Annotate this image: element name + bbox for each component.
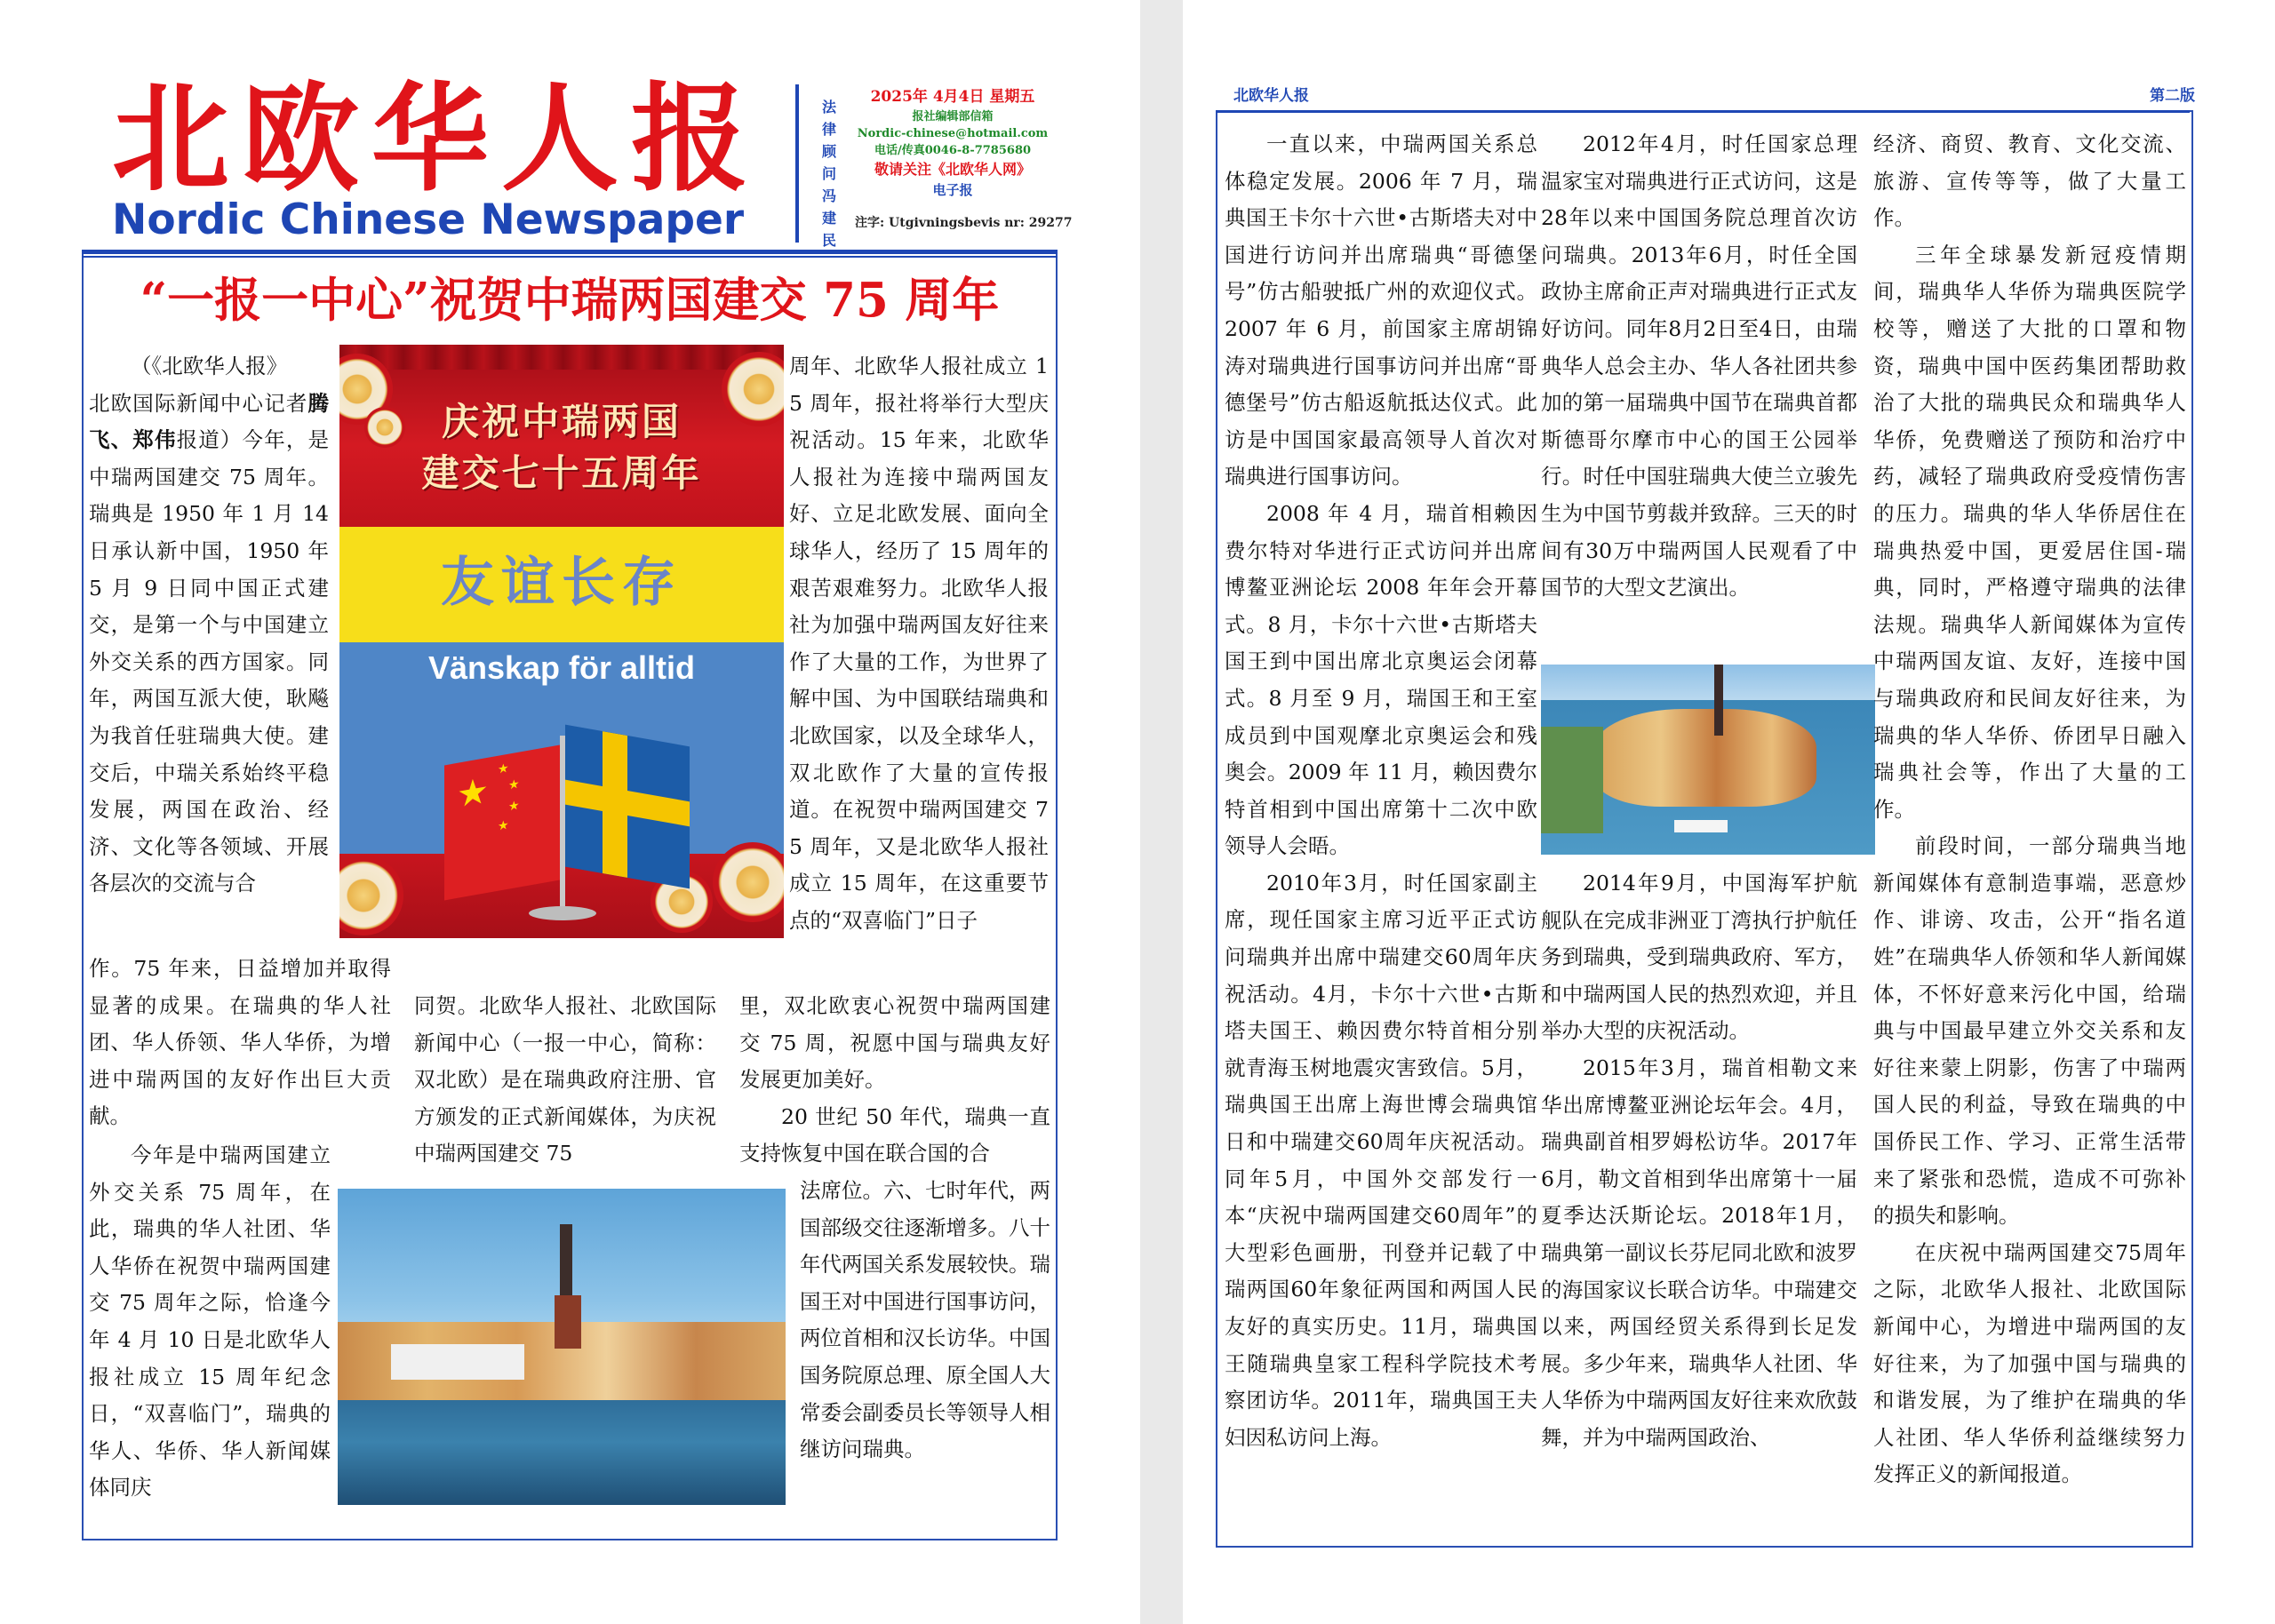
poster-title-line2: 建交七十五周年 <box>421 451 702 495</box>
article-col1-wide-text: 作。75 年来，日益增加并取得显著的成果。在瑞典的华人社团、华人侨领、华人华侨，为增进中瑞两国的友好作出巨大贡献。 <box>89 956 391 1129</box>
page2-col2-bottom <box>1541 865 1857 1457</box>
page-number-label: 第二版 <box>2150 87 2195 105</box>
page2-col2-para1: 2012年4月，时任国家总理温家宝对瑞典进行正式访问，这是28年以来中国国务院总理首次访问瑞典。2013年6月，时任全国政协主席俞正声对瑞典进行正式友好访问。同年8月2日至4日，由瑞典华人总会主办、华人各社团共参加的第一届瑞典中国节在瑞典首都斯德哥尔摩市中心的国王公园举行。时任中国驻瑞典大使兰立骏先生为中国节剪裁并致辞。三天的时间有30万中瑞两国人民观看了中国节的大型文艺演出。 <box>1541 131 1857 601</box>
flag-pole <box>560 736 565 918</box>
page2-col2-top <box>1541 126 1857 607</box>
anniversary-poster <box>339 345 784 938</box>
poster-friendship-chinese: 友谊长存 <box>441 552 682 614</box>
article-col1-para2 <box>89 1137 331 1507</box>
article-agency: 北欧国际新闻中心记者 <box>89 390 308 416</box>
masthead-divider <box>795 84 799 243</box>
masthead-info <box>846 85 1059 200</box>
page2-col3-para3: 前段时间，一部分瑞典当地新闻媒体有意制造事端，恶意炒作、诽谤、攻击，公开“指名道姓”在瑞典华人侨领和华人新闻媒体，不怀好意来污化中国，给瑞典与中国最早建立外交关系和友好往来蒙上阴影，伤害了中瑞两国人民的利益，导致在瑞典的中国侨民工作、学习、正常生活带来了紧张和恐慌，造成不可弥补的损失和影响。 <box>1873 833 2186 1229</box>
article-lead: 报道）今年，是中瑞两国建交 75 周年。瑞典是 1950 年 1 月 14 日承认新中国，1950 年 5 月 9 日同中国正式建交，是第一个与中国建立外交关系的西方国家。同年，两国互派大使，耿飚为我首任驻瑞典大使。建交后，中瑞关系始终平稳发展，两国在政治、经济、文化等各领域、开展各层次的交流与合 <box>89 427 330 896</box>
issue-date: 2025年 4月4日 星期五 <box>870 88 1035 106</box>
masthead-rule-thin <box>82 256 1058 258</box>
article-col2-text: 同贺。北欧华人报社、北欧国际新闻中心（一报一中心，简称：双北欧）是在瑞典政府注册、官方颁发的正式新闻媒体，为庆祝中瑞两国建交 75 <box>414 993 716 1166</box>
flower-decoration-icon <box>713 842 784 922</box>
sweden-flag-icon <box>565 725 690 889</box>
page2-col1-para1: 一直以来，中瑞两国关系总体稳定发展。2006 年 7 月，瑞典国王卡尔十六世•古斯塔夫对中国进行访问并出席瑞典“哥德堡号”仿古船驶抵广州的欢迎仪式。2007 年 6 月，前国家主席胡锦涛对瑞典进行国事访问并出席“哥德堡号”仿古船返航抵达仪式。此访是中国国家最高领导人首次对瑞典进行国事访问。 <box>1225 131 1537 490</box>
page2-col2-para2: 2014年9月，中国海军护航舰队在完成非洲亚丁湾执行护航任务到瑞典，受到瑞典政府、军方，和中瑞两国人民的热烈欢迎，并且举办大型的庆祝活动。 <box>1541 871 1857 1044</box>
page2-col3 <box>1873 126 2186 1493</box>
stockholm-photo <box>338 1189 786 1505</box>
epaper-label: 电子报 <box>932 182 973 198</box>
running-header-title: 北欧华人报 <box>1233 87 1309 105</box>
registration-number: 注字: Utgivningsbevis nr: 29277 <box>855 216 1073 230</box>
article-col3-bottom <box>800 1173 1050 1469</box>
article-col1-continuation <box>89 951 391 1135</box>
page2-col3-para1: 经济、商贸、教育、文化交流、旅游、宣传等等，做了大量工作。 <box>1873 131 2186 231</box>
running-header-rule <box>1216 110 2190 113</box>
masthead-rule <box>82 250 1058 254</box>
stockholm-aerial-photo <box>1541 665 1875 855</box>
page2-col1-para3: 2010年3月，时任国家副主席，现任国家主席习近平正式访问瑞典并出席中瑞建交60周年庆祝活动。4月，卡尔十六世•古斯塔夫国王、赖因费尔特首相分别就青海玉树地震灾害致信。5月，瑞典国王出席上海世博会瑞典馆日和中瑞建交60周年庆祝活动。同年5月，中国外交部发行一本“庆祝中瑞两国建交60周年”的大型彩色画册，刊登并记载了中瑞两国60年象征两国和两国人民友好的真实历史。11月，瑞典国王随瑞典皇家工程科学院技术考察团访华。2011年，瑞典国王夫妇因私访问上海。 <box>1225 870 1537 1450</box>
poster-curtain <box>339 345 784 370</box>
page2-col3-para4: 在庆祝中瑞两国建交75周年之际，北欧华人报社、北欧国际新闻中心，为增进中瑞两国的友好往来，为了加强中国与瑞典的和谐发展，为了维护在瑞典的华人社团、华人华侨利益继续努力发挥正义的新闻报道。 <box>1873 1239 2186 1487</box>
article-source: （《北欧华人报》 <box>131 354 288 378</box>
flag-stand <box>529 906 596 920</box>
legal-advisor-vertical: 法律顾问冯建民 <box>821 99 836 249</box>
follow-notice: 敬请关注《北欧华人网》 <box>874 161 1031 178</box>
article-col1-para2-text: 今年是中瑞两国建立外交关系 75 周年，在此，瑞典的华人社团、华人华侨在祝贺中瑞两国建交 75 周年之际，恰逢今年 4 月 10 日是北欧华人报社成立 15 周年纪念日，“双喜临门”，瑞典的华人、华侨、华人新闻媒体同庆 <box>89 1142 331 1501</box>
page2-col2-para3: 2015年3月，瑞首相勒文来华出席博鳌亚洲论坛年会。4月，瑞典副首相罗姆松访华。2017年6月，勒文首相到华出席第十一届夏季达沃斯论坛。2018年1月，瑞典第一副议长芬尼同北欧和波罗的海国家议长联合访华。中瑞建交以来，两国经贸关系得到长足发展。多少年来，瑞典华人社团、华人华侨为中瑞两国友好往来欢欣鼓舞，并为中瑞两国政治、 <box>1541 1055 1857 1450</box>
article-col1-top <box>89 348 329 903</box>
china-flag-icon: ★ ★ ★ ★ ★ <box>444 745 560 901</box>
article-col3-bottom-text: 法席位。六、七时年代，两国部级交往逐渐增多。八十年代两国关系发展较快。瑞国王对中国进行国事访问，两位首相和汉长访华。中国国务院原总理、原全国人大常委会副委员长等领导人相继访问瑞典。 <box>800 1178 1050 1462</box>
poster-title-line1: 庆祝中瑞两国 <box>441 400 682 443</box>
article-reporters: 腾飞、郑伟 <box>89 390 329 453</box>
article-col3-top <box>789 348 1049 940</box>
contact-phone: 电话/传真0046-8-7785680 <box>874 144 1032 157</box>
masthead-chinese-title: 北欧华人报 <box>112 71 761 208</box>
poster-friendship-swedish: Vänskap för alltid <box>427 649 696 686</box>
editor-mailbox-title: 报社编辑部信箱 <box>912 110 994 123</box>
page2-col1 <box>1225 126 1537 1456</box>
masthead-english-title: Nordic Chinese Newspaper <box>112 195 745 244</box>
headline: “一报一中心”祝贺中瑞两国建交 75 周年 <box>140 273 1000 328</box>
contact-email: Nordic-chinese@hotmail.com <box>857 127 1049 140</box>
page2-col3-para2: 三年全球暴发新冠疫情期间，瑞典华人华侨为瑞典医院学校等，赠送了大批的口罩和物资，瑞典中国中医药集团帮助救治了大批的瑞典民众和瑞典华人华侨，免费赠送了预防和治疗中药，减轻了瑞典政府受疫情伤害的压力。瑞典的华人华侨居住在瑞典热爱中国，更爱居住国-瑞典，同时，严格遵守瑞典的法律法规。瑞典华人新闻媒体为宣传中瑞两国友谊、友好，连接中国与瑞典政府和民间友好往来，为瑞典的华人华侨、侨团早日融入瑞典社会等，作出了大量的工作。 <box>1873 242 2186 822</box>
article-col3-wide-text: 里，双北欧衷心祝贺中瑞两国建交 75 周，祝愿中国与瑞典友好发展更加美好。 <box>739 993 1050 1093</box>
article-col2-mid <box>414 988 716 1173</box>
article-col3-continuation <box>739 988 1050 1173</box>
article-col3-para2: 20 世纪 50 年代，瑞典一直支持恢复中国在联合国的合 <box>739 1103 1050 1166</box>
poster-title <box>348 396 775 499</box>
article-col3-text: 周年、北欧华人报社成立 15 周年，报社将举行大型庆祝活动。15 年来，北欧华人报社为连接中瑞两国友好、立足北欧发展、面向全球华人，经历了 15 周年的艰苦艰难努力。北欧华人报社为加强中瑞两国友好往来作了大量的工作，为世界了解中国、为中国联结瑞典和北欧国家，以及全球华人，双北欧作了大量的宣传报道。在祝贺中瑞两国建交 75 周年，又是北欧华人报社成立 15 周年，在这重要节点的“双喜临门”日子 <box>789 354 1049 933</box>
page2-col1-para2: 2008 年 4 月，瑞首相赖因费尔特对华进行正式访问并出席博鳌亚洲论坛 2008 年年会开幕式。8 月，卡尔十六世•古斯塔夫国王到中国出席北京奥运会闭幕式。8 月至 9 月，瑞国王和王室成员到中国观摩北京奥运会和残奥会。2009 年 11 月，赖因费尔特首相到中国出席第十二次中欧领导人会晤。 <box>1225 500 1537 859</box>
